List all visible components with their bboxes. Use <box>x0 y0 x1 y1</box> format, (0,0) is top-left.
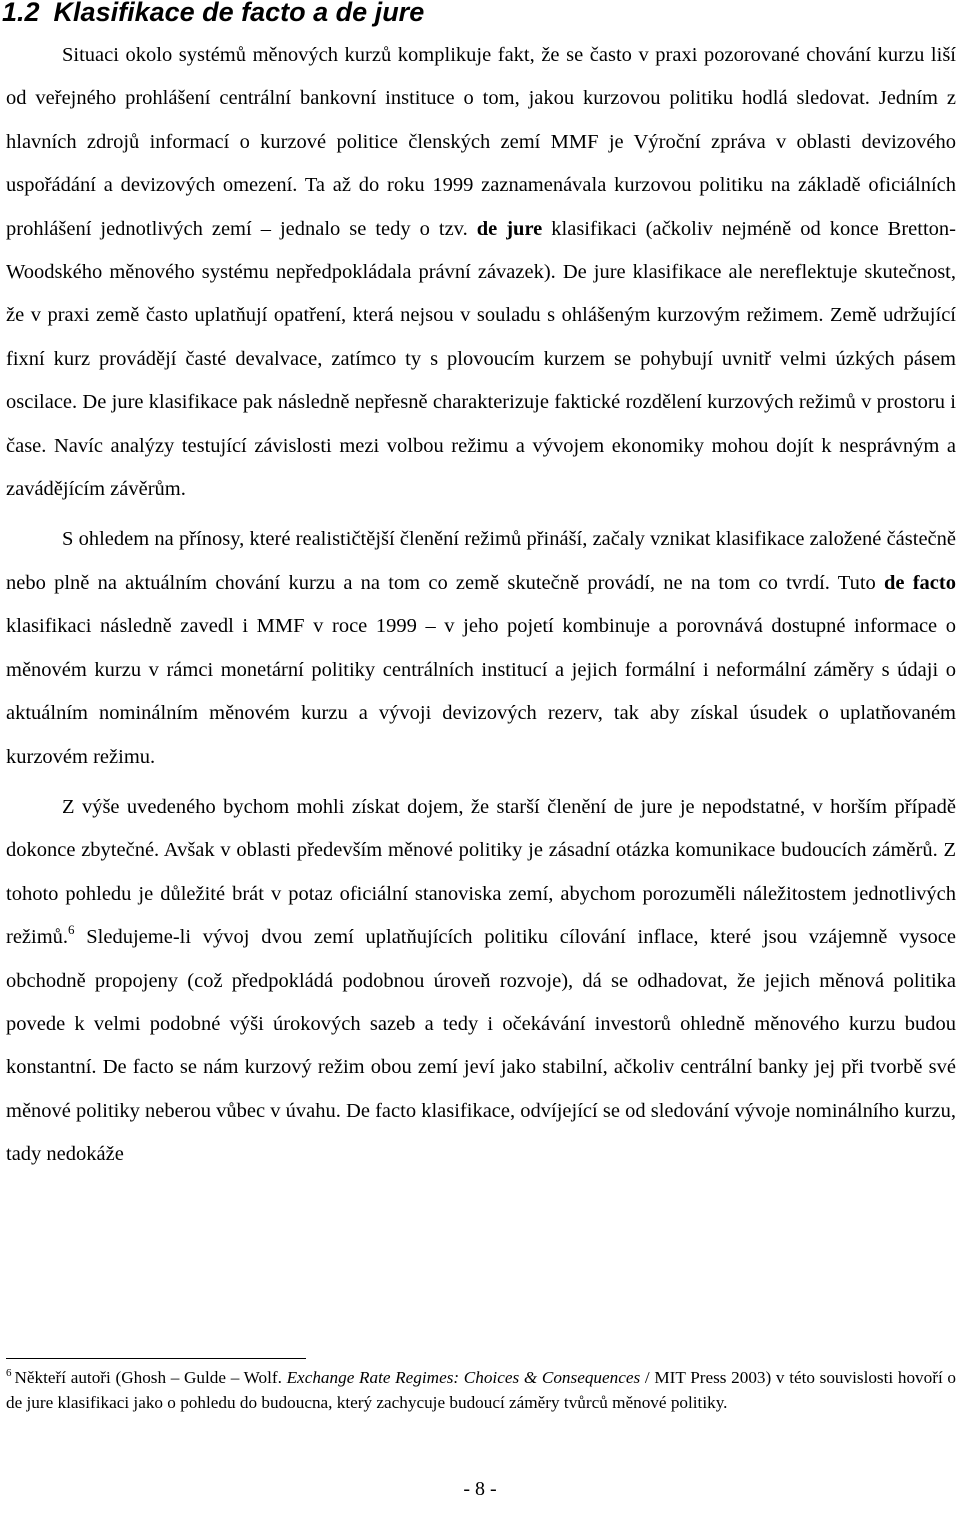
section-heading <box>2 0 424 30</box>
section-title: Klasifikace de facto a de jure <box>53 0 425 27</box>
emphasis-de-jure: de jure <box>476 217 543 240</box>
footnote-reference[interactable]: 6 <box>68 922 75 938</box>
footnote-marker: 6 <box>6 1367 12 1379</box>
footnote-text: Někteří autoři (Ghosh – Gulde – Wolf. <box>14 1368 287 1387</box>
paragraph <box>6 786 956 1177</box>
footnote-separator <box>6 1358 306 1359</box>
paragraph <box>6 518 956 778</box>
paragraph-text: Sledujeme-li vývoj dvou zemí uplatňujících politiku cílování inflace, které jsou vzájemně vysoce obchodně propojeny (což předpokládá podobnou úroveň rozvoje), dá se odhadovat, že jejich měnová politika povede k velmi podobné výši úrokových sazeb a tedy i očekávání investorů ohledně měnového kurzu budou konstantní. De facto se nám kurzový režim obou zemí jeví jako stabilní, ačkoliv centrální banky jej při tvorbě své měnové politiky neberou vůbec v úvahu. De facto klasifikace, odvíjející se od sledování vývoje nominálního kurzu, tady nedokáže <box>6 926 956 1166</box>
emphasis-de-facto: de facto <box>884 571 956 594</box>
page-number: - 8 - <box>463 1478 497 1500</box>
footnote-text: / MIT Press 2003) v této souvislosti hovoří o de jure klasifikaci jako o pohledu do budoucna, který zachycuje budoucí záměry tvůrců měnové politiky. <box>6 1368 956 1412</box>
paragraph-text: S ohledem na přínosy, které realističtější členění režimů přináší, začaly vznikat klasifikace založené částečně nebo plně na aktuálním chování kurzu a na tom co země skutečně provádí, ne na tom co tvrdí. Tuto <box>6 528 956 594</box>
paragraph <box>6 34 956 511</box>
paragraph-text: Z výše uvedeného bychom mohli získat dojem, že starší členění de jure je nepodstatné, v horším případě dokonce zbytečné. Avšak v oblasti především měnové politiky je zásadní otázka komunikace budoucích záměrů. Z tohoto pohledu je důležité brát v potaz oficiální stanoviska zemí, abychom porozuměli náležitostem jednotlivých režimů. <box>6 795 956 949</box>
section-number: 1.2 <box>2 0 40 27</box>
paragraph-text: Situaci okolo systémů měnových kurzů komplikuje fakt, že se často v praxi pozorované chování kurzu liší od veřejného prohlášení centrální bankovní instituce o tom, jakou kurzovou politiku hodlá sledovat. Jedním z hlavních zdrojů informací o kurzové politice členských zemí MMF je Výroční zpráva v oblasti devizového uspořádání a devizových omezení. Ta až do roku 1999 zaznamenávala kurzovou politiku na základě oficiálních prohlášení jednotlivých zemí – jednalo se tedy o tzv. <box>6 44 956 240</box>
paragraph-text: klasifikaci (ačkoliv nejméně od konce Bretton-Woodského měnového systému nepředpokládala právní závazek). De jure klasifikace ale nereflektuje skutečnost, že v praxi země často uplatňují opatření, která nejsou v souladu s ohlášeným kurzovým režimem. Země udržující fixní kurz provádějí časté devalvace, zatímco ty s plovoucím kurzem se pohybují uvnitř velmi úzkých pásem oscilace. De jure klasifikace pak následně nepřesně charakterizuje faktické rozdělení kurzových režimů v prostoru i čase. Navíc analýzy testující závislosti mezi volbou režimu a vývojem ekonomiky mohou dojít k nesprávným a zavádějícím závěrům. <box>6 217 956 501</box>
footnote-book-title: Exchange Rate Regimes: Choices & Consequences <box>286 1368 641 1387</box>
footnote <box>6 1366 956 1415</box>
paragraph-text: klasifikaci následně zavedl i MMF v roce 1999 – v jeho pojetí kombinuje a porovnává dostupné informace o měnovém kurzu v rámci monetární politiky centrálních institucí a jejich formální i neformální záměry s údaji o aktuálním nominálním měnovém kurzu a vývoji devizových rezerv, tak aby získal úsudek o uplatňovaném kurzovém režimu. <box>6 615 956 768</box>
body-text <box>6 34 956 1177</box>
